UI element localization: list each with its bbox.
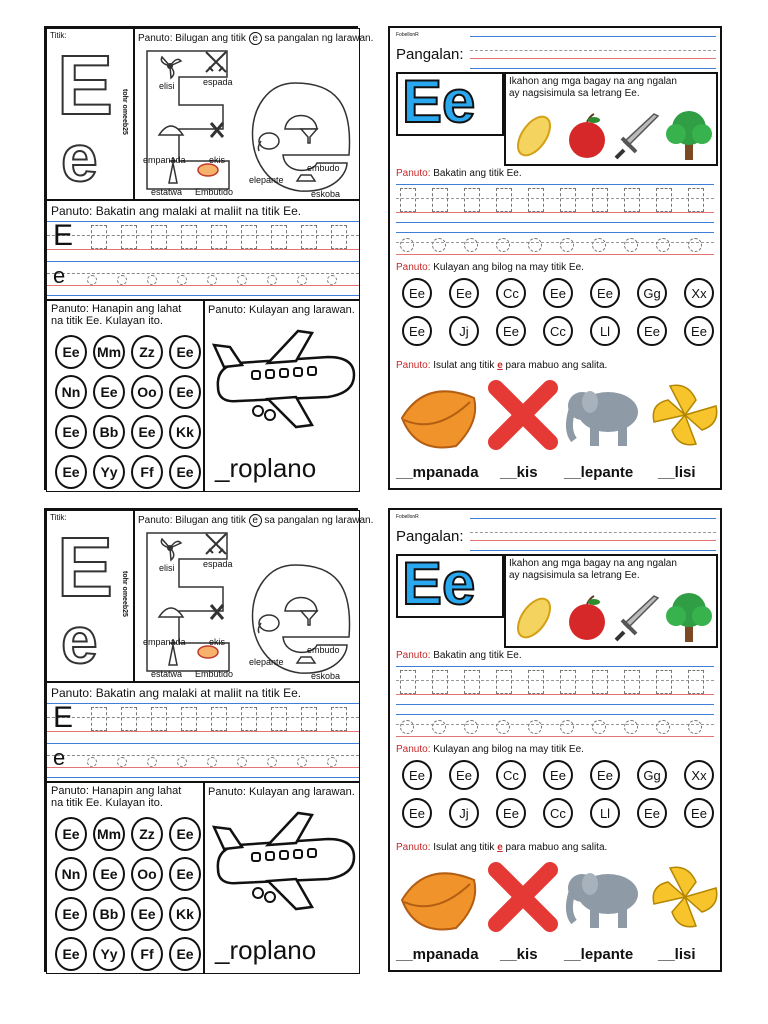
grid-letter-circle[interactable]: Ee — [93, 857, 125, 891]
roplano-word: _roplano — [215, 453, 317, 483]
word-ekis: ekis — [209, 637, 226, 647]
ikahon-text-1: Ikahon ang mga bagay na ang ngalan — [509, 76, 677, 87]
word-eskoba: eskoba — [311, 671, 341, 681]
grid-letter-circle[interactable]: Ee — [55, 937, 87, 971]
answer-mpanada[interactable]: __mpanada — [396, 464, 479, 481]
trace-box — [624, 188, 640, 212]
letter-circle[interactable]: Cc — [496, 278, 526, 308]
grid-letter-circle[interactable]: Ee — [169, 857, 201, 891]
left-worksheet — [44, 508, 374, 972]
grid-letter-circle[interactable]: Mm — [93, 335, 125, 369]
grid-letter-circle[interactable]: Zz — [131, 817, 163, 851]
red-x-icon — [488, 862, 558, 932]
trace-circle — [496, 238, 510, 252]
trace-box — [432, 670, 448, 694]
trace-box — [592, 670, 608, 694]
panuto-isulat: Panuto: Isulat ang titik e para mabuo ang salita. — [396, 842, 608, 853]
word-embudo: embudo — [307, 163, 340, 173]
propeller-icon — [157, 535, 183, 561]
letter-grid — [51, 815, 201, 971]
answer-lepante[interactable]: __lepante — [564, 464, 634, 481]
letter-circle[interactable]: Xx — [684, 278, 714, 308]
trace-circle — [400, 238, 414, 252]
panuto-isulat: Panuto: Isulat ang titik e para mabuo ang salita. — [396, 360, 608, 371]
trace-lower-model: e — [53, 745, 66, 770]
word-estatwa: estatwa — [151, 669, 183, 679]
trace-lower-model: e — [53, 263, 66, 288]
big-upper-letter: E — [57, 520, 114, 614]
trace-upper-model: E — [53, 701, 74, 734]
answer-lepante[interactable]: __lepante — [564, 946, 634, 963]
big-ee-letters: Ee — [402, 68, 476, 135]
grid-letter-circle[interactable]: Nn — [55, 375, 87, 409]
pinwheel-icon — [648, 862, 722, 932]
big-ee-letters: Ee — [402, 550, 476, 617]
right-worksheet — [388, 508, 722, 972]
big-lower-letter: e — [61, 603, 98, 677]
elephant-icon — [255, 611, 281, 635]
grid-letter-circle[interactable]: Ee — [169, 455, 201, 489]
trace-box — [528, 188, 544, 212]
trace-box — [592, 188, 608, 212]
grid-letter-circle[interactable]: Oo — [131, 375, 163, 409]
bakatin-cell — [46, 682, 360, 782]
letter-circle[interactable]: Ee — [402, 278, 432, 308]
letter-circle[interactable]: Ee — [543, 278, 573, 308]
panuto-bakatin-r: Panuto: Bakatin ang titik Ee. — [396, 168, 522, 179]
letter-circle[interactable]: Ee — [496, 316, 526, 346]
grid-letter-circle[interactable]: Ee — [55, 415, 87, 449]
panuto-kulayan-r: Panuto: Kulayan ang bilog na may titik Ee. — [396, 262, 584, 273]
broom-icon — [295, 653, 317, 667]
grid-letter-circle[interactable]: Ee — [169, 335, 201, 369]
trace-circles — [400, 236, 716, 252]
trace-upper-model: E — [53, 219, 74, 252]
elephant-icon — [255, 129, 281, 153]
panuto-hanapin-2: na titik Ee. Kulayan ito. — [51, 797, 163, 809]
trace-box — [400, 670, 416, 694]
pangalan-label: Pangalan: — [396, 528, 464, 545]
kulayan-cell — [204, 782, 360, 974]
grid-letter-circle[interactable]: Yy — [93, 455, 125, 489]
empanada-icon — [157, 121, 185, 139]
airplane-icon — [208, 809, 358, 919]
grid-letter-circle[interactable]: Ee — [131, 897, 163, 931]
letter-circle[interactable]: Cc — [543, 316, 573, 346]
grid-letter-circle[interactable]: Ee — [169, 375, 201, 409]
grid-letter-circle[interactable]: Ee — [55, 817, 87, 851]
trace-circle — [592, 238, 606, 252]
grid-letter-circle[interactable]: Zz — [131, 335, 163, 369]
word-estatwa: estatwa — [151, 187, 183, 197]
trace-circle — [656, 720, 670, 734]
word-empanada: empanada — [143, 637, 186, 647]
letter-circle[interactable]: Xx — [684, 760, 714, 790]
circled-e: e — [249, 514, 262, 527]
trace-circle — [688, 238, 702, 252]
grid-letter-circle[interactable]: Mm — [93, 817, 125, 851]
titik-cell — [46, 28, 134, 200]
word-embudo: embudo — [307, 645, 340, 655]
x-mark-icon — [209, 603, 225, 621]
corn-icon — [510, 112, 558, 160]
corn-icon — [510, 594, 558, 642]
letter-circle[interactable]: Gg — [637, 760, 667, 790]
circled-e: e — [249, 32, 262, 45]
big-upper-letter: E — [57, 38, 114, 132]
letter-circle[interactable]: Ee — [449, 278, 479, 308]
panuto-bakatin: Panuto: Bakatin ang malaki at maliit na titik Ee. — [51, 686, 302, 700]
circle-grid — [402, 278, 718, 354]
grid-letter-circle[interactable]: Ee — [169, 937, 201, 971]
trace-circle — [560, 720, 574, 734]
trace-circle — [528, 238, 542, 252]
vertical-letters: tohr omeeb25 — [121, 89, 128, 135]
grid-letter-circle[interactable]: Ee — [169, 817, 201, 851]
answer-kis[interactable]: __kis — [500, 464, 538, 481]
answer-kis[interactable]: __kis — [500, 946, 538, 963]
letter-circle[interactable]: Gg — [637, 278, 667, 308]
letter-circle[interactable]: Ee — [402, 760, 432, 790]
panuto-kulayan-r: Panuto: Kulayan ang bilog na may titik Ee. — [396, 744, 584, 755]
letter-circle[interactable]: Ee — [449, 760, 479, 790]
word-embutido: Embutido — [195, 669, 234, 679]
word-elisi: elisi — [159, 563, 175, 573]
word-ekis: ekis — [209, 155, 226, 165]
letter-circle[interactable]: Ee — [590, 760, 620, 790]
ikahon-text-2: ay nagsisimula sa letrang Ee. — [509, 570, 640, 581]
funnel-icon — [299, 609, 319, 627]
trace-box — [464, 670, 480, 694]
word-embutido: Embutido — [195, 187, 234, 197]
word-espada: espada — [203, 559, 233, 569]
apple-icon — [564, 594, 610, 642]
grid-letter-circle[interactable]: Bb — [93, 415, 125, 449]
pangalan-label: Pangalan: — [396, 46, 464, 63]
sword-icon — [612, 594, 662, 644]
funnel-icon — [299, 127, 319, 145]
pinwheel-icon — [648, 380, 722, 450]
grid-letter-circle[interactable]: Ff — [131, 455, 163, 489]
embutido-icon — [197, 645, 219, 659]
trace-box — [688, 670, 704, 694]
trace-box — [464, 188, 480, 212]
hanapin-cell — [46, 782, 204, 974]
circle-grid — [402, 760, 718, 836]
bakatin-cell — [46, 200, 360, 300]
trace-circle — [592, 720, 606, 734]
trace-boxes — [400, 186, 716, 214]
bilugan-cell — [134, 510, 374, 682]
trace-box — [400, 188, 416, 212]
word-empanada: empanada — [143, 155, 186, 165]
grid-letter-circle[interactable]: Ee — [131, 415, 163, 449]
letter-circle[interactable]: Ee — [543, 760, 573, 790]
trace-circle — [432, 720, 446, 734]
tree-icon — [664, 108, 714, 162]
trace-box — [528, 670, 544, 694]
trace-circle — [560, 238, 574, 252]
elephant-color-icon — [562, 380, 642, 450]
trace-box — [432, 188, 448, 212]
ikahon-text-2: ay nagsisimula sa letrang Ee. — [509, 88, 640, 99]
crossed-swords-icon — [203, 49, 229, 75]
big-ee-box — [396, 68, 504, 136]
trace-circle — [688, 720, 702, 734]
panuto-bilugan: Panuto: Bilugan ang titik e sa pangalan ng larawan. — [138, 515, 374, 526]
trace-box — [688, 188, 704, 212]
elephant-color-icon — [562, 862, 642, 932]
trace-circle — [464, 720, 478, 734]
fb-credit: FobellonR — [396, 32, 419, 38]
answer-lisi[interactable]: __lisi — [658, 946, 696, 963]
panuto-bakatin: Panuto: Bakatin ang malaki at maliit na titik Ee. — [51, 204, 302, 218]
word-elepante: elepante — [249, 175, 284, 185]
ikahon-box — [504, 72, 718, 166]
propeller-icon — [157, 53, 183, 79]
sword-icon — [612, 112, 662, 162]
trace-boxes — [400, 668, 716, 696]
titik-label: Titik: — [50, 513, 67, 522]
letter-circle[interactable]: Ee — [637, 316, 667, 346]
apple-icon — [564, 112, 610, 160]
roplano-word: _roplano — [215, 935, 317, 965]
answer-lisi[interactable]: __lisi — [658, 464, 696, 481]
trace-box — [656, 188, 672, 212]
trace-circle — [464, 238, 478, 252]
hanapin-cell — [46, 300, 204, 492]
trace-circle — [624, 238, 638, 252]
grid-letter-circle[interactable]: Ee — [93, 375, 125, 409]
letter-circle[interactable]: Ee — [684, 316, 714, 346]
airplane-icon — [208, 327, 358, 437]
grid-letter-circle[interactable]: Kk — [169, 897, 201, 931]
tree-icon — [664, 590, 714, 644]
grid-letter-circle[interactable]: Oo — [131, 857, 163, 891]
titik-label: Titik: — [50, 31, 67, 40]
letter-grid — [51, 333, 201, 489]
broom-icon — [295, 171, 317, 185]
vertical-letters: tohr omeeb25 — [121, 571, 128, 617]
trace-circle — [432, 238, 446, 252]
grid-letter-circle[interactable]: Ee — [55, 335, 87, 369]
letter-circle[interactable]: Jj — [449, 316, 479, 346]
trace-box — [560, 670, 576, 694]
x-mark-icon — [209, 121, 225, 139]
embutido-icon — [197, 163, 219, 177]
grid-letter-circle[interactable]: Kk — [169, 415, 201, 449]
trace-box — [656, 670, 672, 694]
crossed-swords-icon — [203, 531, 229, 557]
empanada-color-icon — [396, 860, 480, 936]
ikahon-text-1: Ikahon ang mga bagay na ang ngalan — [509, 558, 677, 569]
grid-letter-circle[interactable]: Ee — [55, 455, 87, 489]
trace-box — [496, 670, 512, 694]
letter-circle[interactable]: Ll — [590, 798, 620, 828]
panuto-kulayan: Panuto: Kulayan ang larawan. — [208, 304, 355, 316]
letter-circle[interactable]: Cc — [543, 798, 573, 828]
letter-circle[interactable]: Ee — [402, 798, 432, 828]
trace-circle — [624, 720, 638, 734]
red-x-icon — [488, 380, 558, 450]
big-lower-letter: e — [61, 121, 98, 195]
word-elepante: elepante — [249, 657, 284, 667]
panuto-hanapin-1: Panuto: Hanapin ang lahat — [51, 785, 182, 797]
left-worksheet — [44, 26, 374, 490]
grid-letter-circle[interactable]: Yy — [93, 937, 125, 971]
panuto-bakatin-r: Panuto: Bakatin ang titik Ee. — [396, 650, 522, 661]
word-eskoba: eskoba — [311, 189, 341, 199]
trace-box — [496, 188, 512, 212]
panuto-kulayan: Panuto: Kulayan ang larawan. — [208, 786, 355, 798]
answer-mpanada[interactable]: __mpanada — [396, 946, 479, 963]
right-worksheet — [388, 26, 722, 490]
trace-circles — [400, 718, 716, 734]
titik-cell — [46, 510, 134, 682]
trace-box — [624, 670, 640, 694]
trace-circle — [656, 238, 670, 252]
big-ee-box — [396, 550, 504, 618]
letter-circle[interactable]: Ee — [637, 798, 667, 828]
bilugan-cell — [134, 28, 374, 200]
letter-circle[interactable]: Ee — [402, 316, 432, 346]
letter-circle[interactable]: Ee — [684, 798, 714, 828]
grid-letter-circle[interactable]: Ff — [131, 937, 163, 971]
trace-box — [560, 188, 576, 212]
kulayan-cell — [204, 300, 360, 492]
letter-circle[interactable]: Ll — [590, 316, 620, 346]
letter-circle[interactable]: Jj — [449, 798, 479, 828]
grid-letter-circle[interactable]: Ee — [55, 897, 87, 931]
letter-circle[interactable]: Cc — [496, 760, 526, 790]
ikahon-box — [504, 554, 718, 648]
letter-circle[interactable]: Ee — [496, 798, 526, 828]
word-elisi: elisi — [159, 81, 175, 91]
empanada-color-icon — [396, 378, 480, 454]
grid-letter-circle[interactable]: Bb — [93, 897, 125, 931]
panuto-bilugan: Panuto: Bilugan ang titik e sa pangalan ng larawan. — [138, 33, 374, 44]
trace-circle — [400, 720, 414, 734]
word-espada: espada — [203, 77, 233, 87]
empanada-icon — [157, 603, 185, 621]
letter-circle[interactable]: Ee — [590, 278, 620, 308]
panuto-hanapin-2: na titik Ee. Kulayan ito. — [51, 315, 163, 327]
trace-circle — [496, 720, 510, 734]
grid-letter-circle[interactable]: Nn — [55, 857, 87, 891]
trace-circle — [528, 720, 542, 734]
fb-credit: FobellonR — [396, 514, 419, 520]
panuto-hanapin-1: Panuto: Hanapin ang lahat — [51, 303, 182, 315]
